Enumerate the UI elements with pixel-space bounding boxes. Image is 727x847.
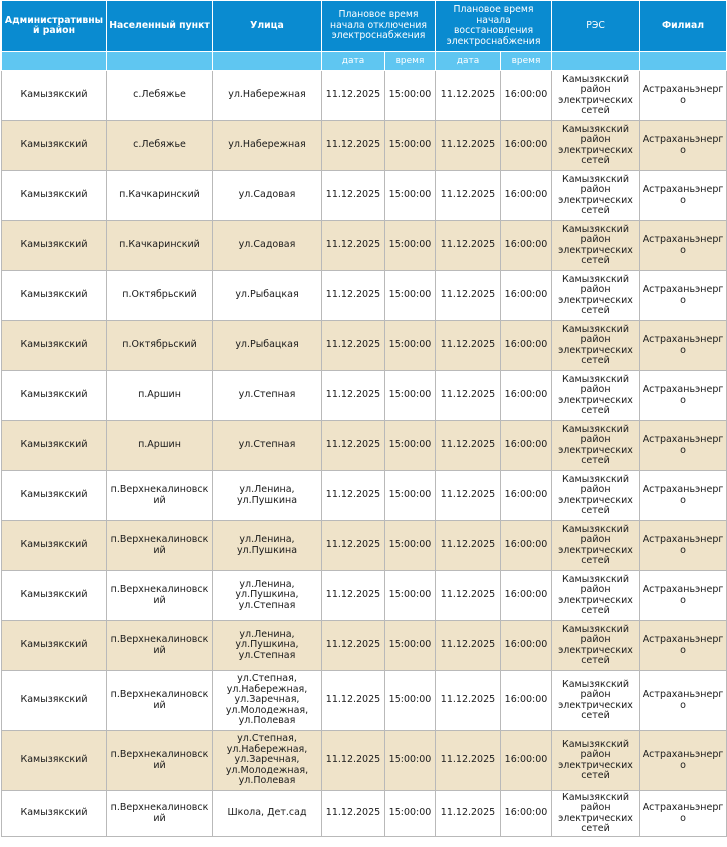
header-settlement: Населенный пункт xyxy=(107,1,213,52)
cell-district: Камызякский xyxy=(2,731,107,791)
cell-res: Камызякский район электрических сетей xyxy=(552,621,640,671)
subheader-empty xyxy=(2,52,107,71)
cell-res: Камызякский район электрических сетей xyxy=(552,731,640,791)
cell-district: Камызякский xyxy=(2,171,107,221)
cell-on-time: 16:00:00 xyxy=(501,121,552,171)
subheader-empty xyxy=(107,52,213,71)
header-res: РЭС xyxy=(552,1,640,52)
cell-res: Камызякский район электрических сетей xyxy=(552,791,640,837)
cell-off-time: 15:00:00 xyxy=(385,371,436,421)
cell-settlement: п.Качкаринский xyxy=(107,171,213,221)
cell-street: ул.Ленина, ул.Пушкина xyxy=(213,521,322,571)
cell-on-time: 16:00:00 xyxy=(501,221,552,271)
cell-on-date: 11.12.2025 xyxy=(436,271,501,321)
cell-district: Камызякский xyxy=(2,791,107,837)
cell-on-date: 11.12.2025 xyxy=(436,671,501,731)
cell-res: Камызякский район электрических сетей xyxy=(552,521,640,571)
cell-res: Камызякский район электрических сетей xyxy=(552,371,640,421)
cell-off-time: 15:00:00 xyxy=(385,121,436,171)
cell-branch: Астраханьэнерго xyxy=(640,271,727,321)
cell-on-time: 16:00:00 xyxy=(501,571,552,621)
cell-street: ул.Ленина, ул.Пушкина xyxy=(213,471,322,521)
cell-on-time: 16:00:00 xyxy=(501,731,552,791)
table-row xyxy=(2,121,727,171)
cell-on-time: 16:00:00 xyxy=(501,521,552,571)
cell-off-time: 15:00:00 xyxy=(385,71,436,121)
table-row xyxy=(2,471,727,521)
cell-street: ул.Ленина, ул.Пушкина, ул.Степная xyxy=(213,621,322,671)
cell-branch: Астраханьэнерго xyxy=(640,791,727,837)
cell-on-date: 11.12.2025 xyxy=(436,791,501,837)
cell-street: ул.Садовая xyxy=(213,171,322,221)
cell-street: ул.Степная xyxy=(213,371,322,421)
cell-settlement: п.Верхнекалиновский xyxy=(107,731,213,791)
cell-on-date: 11.12.2025 xyxy=(436,571,501,621)
cell-street: ул.Садовая xyxy=(213,221,322,271)
table-row xyxy=(2,221,727,271)
cell-settlement: п.Верхнекалиновский xyxy=(107,571,213,621)
cell-res: Камызякский район электрических сетей xyxy=(552,171,640,221)
cell-off-date: 11.12.2025 xyxy=(322,221,385,271)
cell-off-date: 11.12.2025 xyxy=(322,271,385,321)
table-row xyxy=(2,571,727,621)
cell-on-time: 16:00:00 xyxy=(501,371,552,421)
cell-street: ул.Набережная xyxy=(213,121,322,171)
cell-on-time: 16:00:00 xyxy=(501,621,552,671)
cell-district: Камызякский xyxy=(2,571,107,621)
cell-on-time: 16:00:00 xyxy=(501,171,552,221)
header-branch: Филиал xyxy=(640,1,727,52)
cell-branch: Астраханьэнерго xyxy=(640,71,727,121)
cell-res: Камызякский район электрических сетей xyxy=(552,571,640,621)
cell-on-date: 11.12.2025 xyxy=(436,521,501,571)
header-off-time: Плановое время начала отключения электроснабжения xyxy=(322,1,436,52)
cell-settlement: п.Верхнекалиновский xyxy=(107,671,213,731)
cell-settlement: п.Качкаринский xyxy=(107,221,213,271)
cell-res: Камызякский район электрических сетей xyxy=(552,71,640,121)
subheader-on-date: дата xyxy=(436,52,501,71)
cell-off-time: 15:00:00 xyxy=(385,791,436,837)
cell-off-date: 11.12.2025 xyxy=(322,731,385,791)
table-row xyxy=(2,671,727,731)
table-row xyxy=(2,271,727,321)
cell-district: Камызякский xyxy=(2,621,107,671)
cell-on-date: 11.12.2025 xyxy=(436,621,501,671)
cell-settlement: п.Октябрьский xyxy=(107,271,213,321)
cell-off-time: 15:00:00 xyxy=(385,671,436,731)
cell-on-time: 16:00:00 xyxy=(501,321,552,371)
cell-off-time: 15:00:00 xyxy=(385,321,436,371)
cell-on-date: 11.12.2025 xyxy=(436,171,501,221)
cell-branch: Астраханьэнерго xyxy=(640,521,727,571)
cell-off-date: 11.12.2025 xyxy=(322,321,385,371)
cell-street: ул.Ленина, ул.Пушкина, ул.Степная xyxy=(213,571,322,621)
cell-district: Камызякский xyxy=(2,71,107,121)
cell-street: Школа, Дет.сад xyxy=(213,791,322,837)
cell-on-time: 16:00:00 xyxy=(501,671,552,731)
cell-settlement: п.Аршин xyxy=(107,421,213,471)
cell-off-date: 11.12.2025 xyxy=(322,421,385,471)
cell-off-time: 15:00:00 xyxy=(385,471,436,521)
cell-district: Камызякский xyxy=(2,321,107,371)
cell-district: Камызякский xyxy=(2,271,107,321)
cell-settlement: с.Лебяжье xyxy=(107,121,213,171)
cell-settlement: п.Верхнекалиновский xyxy=(107,621,213,671)
cell-off-time: 15:00:00 xyxy=(385,271,436,321)
cell-on-time: 16:00:00 xyxy=(501,271,552,321)
cell-off-date: 11.12.2025 xyxy=(322,521,385,571)
subheader-off-time: время xyxy=(385,52,436,71)
table-row xyxy=(2,321,727,371)
cell-branch: Астраханьэнерго xyxy=(640,731,727,791)
table-row xyxy=(2,731,727,791)
cell-branch: Астраханьэнерго xyxy=(640,421,727,471)
cell-branch: Астраханьэнерго xyxy=(640,321,727,371)
cell-branch: Астраханьэнерго xyxy=(640,121,727,171)
cell-off-date: 11.12.2025 xyxy=(322,471,385,521)
cell-off-time: 15:00:00 xyxy=(385,171,436,221)
subheader-on-time: время xyxy=(501,52,552,71)
table-row xyxy=(2,371,727,421)
cell-branch: Астраханьэнерго xyxy=(640,171,727,221)
cell-district: Камызякский xyxy=(2,421,107,471)
cell-on-date: 11.12.2025 xyxy=(436,71,501,121)
cell-settlement: п.Верхнекалиновский xyxy=(107,791,213,837)
subheader-empty xyxy=(213,52,322,71)
cell-off-time: 15:00:00 xyxy=(385,421,436,471)
cell-branch: Астраханьэнерго xyxy=(640,621,727,671)
table-row xyxy=(2,521,727,571)
header-on-time: Плановое время начала восстановления электроснабжения xyxy=(436,1,552,52)
cell-street: ул.Степная xyxy=(213,421,322,471)
subheader-row xyxy=(2,52,727,71)
cell-district: Камызякский xyxy=(2,521,107,571)
cell-street: ул.Степная, ул.Набережная, ул.Заречная, ул.Молодежная, ул.Полевая xyxy=(213,671,322,731)
cell-off-time: 15:00:00 xyxy=(385,571,436,621)
cell-off-date: 11.12.2025 xyxy=(322,791,385,837)
cell-off-date: 11.12.2025 xyxy=(322,671,385,731)
cell-on-date: 11.12.2025 xyxy=(436,421,501,471)
cell-settlement: п.Верхнекалиновский xyxy=(107,471,213,521)
cell-street: ул.Степная, ул.Набережная, ул.Заречная, ул.Молодежная, ул.Полевая xyxy=(213,731,322,791)
cell-on-date: 11.12.2025 xyxy=(436,471,501,521)
cell-off-date: 11.12.2025 xyxy=(322,571,385,621)
cell-street: ул.Набережная xyxy=(213,71,322,121)
cell-res: Камызякский район электрических сетей xyxy=(552,121,640,171)
cell-res: Камызякский район электрических сетей xyxy=(552,471,640,521)
cell-street: ул.Рыбацкая xyxy=(213,321,322,371)
cell-on-time: 16:00:00 xyxy=(501,791,552,837)
cell-on-date: 11.12.2025 xyxy=(436,371,501,421)
cell-street: ул.Рыбацкая xyxy=(213,271,322,321)
cell-settlement: п.Верхнекалиновский xyxy=(107,521,213,571)
cell-off-time: 15:00:00 xyxy=(385,521,436,571)
header-street: Улица xyxy=(213,1,322,52)
cell-branch: Астраханьэнерго xyxy=(640,571,727,621)
cell-on-date: 11.12.2025 xyxy=(436,321,501,371)
cell-branch: Астраханьэнерго xyxy=(640,221,727,271)
cell-on-date: 11.12.2025 xyxy=(436,731,501,791)
cell-branch: Астраханьэнерго xyxy=(640,671,727,731)
cell-settlement: п.Октябрьский xyxy=(107,321,213,371)
header-district: Административный район xyxy=(2,1,107,52)
outage-table xyxy=(1,0,727,837)
cell-res: Камызякский район электрических сетей xyxy=(552,221,640,271)
cell-branch: Астраханьэнерго xyxy=(640,471,727,521)
cell-on-date: 11.12.2025 xyxy=(436,121,501,171)
cell-district: Камызякский xyxy=(2,121,107,171)
cell-off-date: 11.12.2025 xyxy=(322,371,385,421)
cell-settlement: п.Аршин xyxy=(107,371,213,421)
cell-off-time: 15:00:00 xyxy=(385,731,436,791)
cell-on-time: 16:00:00 xyxy=(501,471,552,521)
cell-off-date: 11.12.2025 xyxy=(322,121,385,171)
table-row xyxy=(2,71,727,121)
table-row xyxy=(2,791,727,837)
subheader-off-date: дата xyxy=(322,52,385,71)
cell-branch: Астраханьэнерго xyxy=(640,371,727,421)
cell-district: Камызякский xyxy=(2,371,107,421)
header-row xyxy=(2,1,727,52)
subheader-empty xyxy=(640,52,727,71)
table-row xyxy=(2,421,727,471)
cell-off-time: 15:00:00 xyxy=(385,621,436,671)
subheader-empty xyxy=(552,52,640,71)
cell-off-date: 11.12.2025 xyxy=(322,621,385,671)
table-row xyxy=(2,621,727,671)
cell-res: Камызякский район электрических сетей xyxy=(552,271,640,321)
cell-off-date: 11.12.2025 xyxy=(322,71,385,121)
cell-off-time: 15:00:00 xyxy=(385,221,436,271)
cell-district: Камызякский xyxy=(2,671,107,731)
cell-district: Камызякский xyxy=(2,221,107,271)
table-row xyxy=(2,171,727,221)
cell-res: Камызякский район электрических сетей xyxy=(552,321,640,371)
cell-district: Камызякский xyxy=(2,471,107,521)
cell-res: Камызякский район электрических сетей xyxy=(552,421,640,471)
cell-on-date: 11.12.2025 xyxy=(436,221,501,271)
cell-settlement: с.Лебяжье xyxy=(107,71,213,121)
cell-on-time: 16:00:00 xyxy=(501,421,552,471)
cell-on-time: 16:00:00 xyxy=(501,71,552,121)
cell-res: Камызякский район электрических сетей xyxy=(552,671,640,731)
cell-off-date: 11.12.2025 xyxy=(322,171,385,221)
